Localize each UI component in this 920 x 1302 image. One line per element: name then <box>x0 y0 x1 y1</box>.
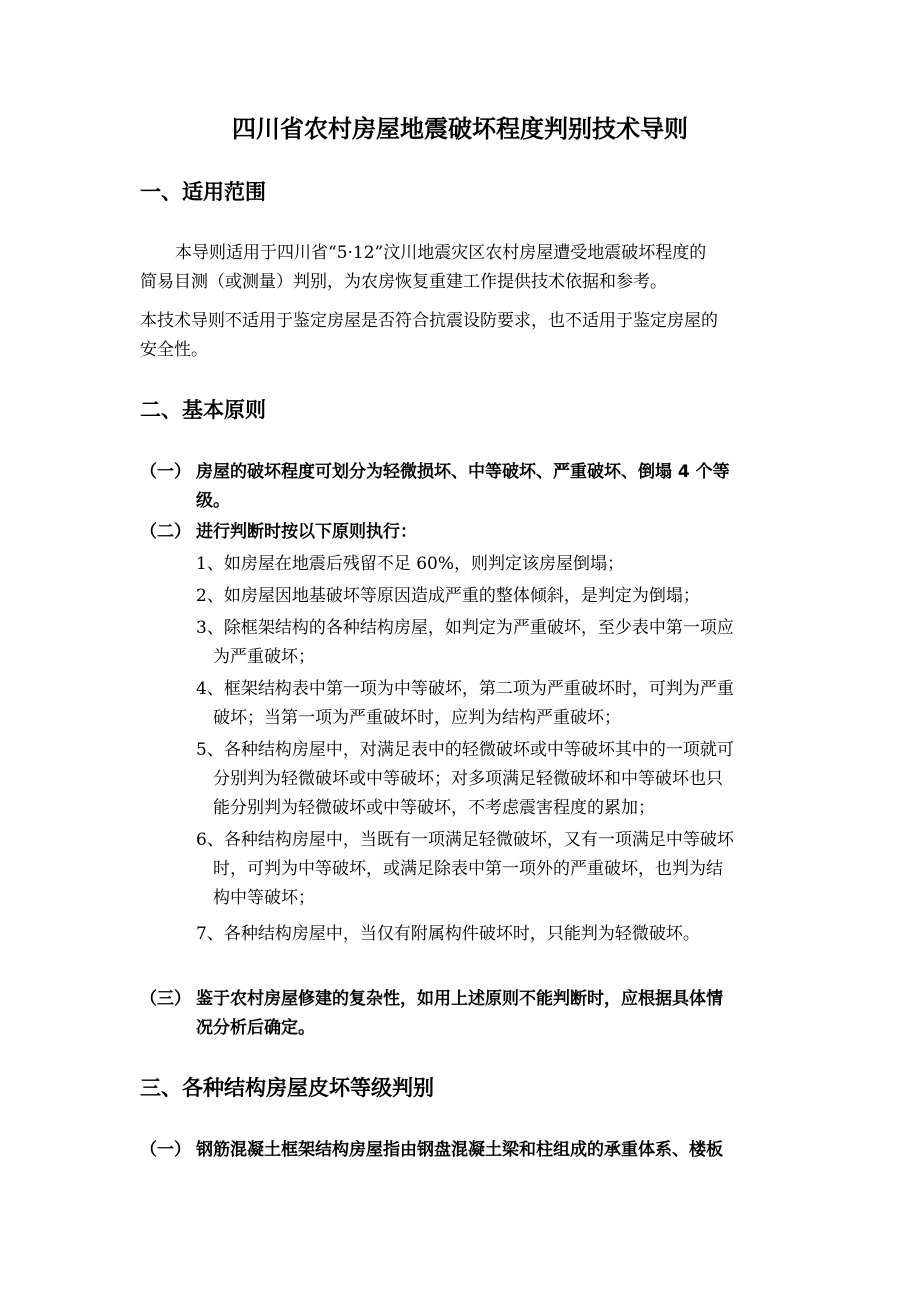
rule-line: 5、各种结构房屋中，对满足表中的轻微破坏或中等破坏其中的一项就可 <box>196 740 734 760</box>
rule-line: 分别判为轻微破坏或中等破坏；对多项满足轻微破坏和中等破坏也只 <box>213 769 723 789</box>
item-text: 钢筋混凝土框架结构房屋指由钢盘混凝土梁和柱组成的承重体系、楼板 <box>196 1140 723 1160</box>
section-heading-grading: 三、各种结构房屋皮坏等级判别 <box>140 1076 434 1100</box>
section-heading-principles: 二、基本原则 <box>140 398 266 422</box>
rule-line: 6、各种结构房屋中，当既有一项满足轻微破坏，又有一项满足中等破坏 <box>196 830 734 850</box>
paragraph-line: 本技术导则不适用于鉴定房屋是否符合抗震设防要求，也不适用于鉴定房屋的 <box>140 311 718 331</box>
rule-line: 为严重破坏； <box>213 647 315 667</box>
item-label: （三） <box>140 989 191 1009</box>
item-text: 鉴于农村房屋修建的复杂性，如用上述原则不能判断时，应根据具体情 <box>196 989 723 1009</box>
rule-line: 2、如房屋因地基破坏等原因造成严重的整体倾斜，是判定为倒塌； <box>196 586 700 606</box>
rule-line: 时，可判为中等破坏，或满足除表中第一项外的严重破坏，也判为结 <box>213 859 723 879</box>
item-text: 况分析后确定。 <box>196 1018 315 1038</box>
rule-line: 1、如房屋在地震后残留不足 60%，则判定该房屋倒塌； <box>196 554 625 574</box>
item-label: （一） <box>140 1140 191 1160</box>
rule-line: 能分别判为轻微破坏或中等破坏，不考虑震害程度的累加； <box>213 798 655 818</box>
item-text: 房屋的破坏程度可划分为轻微损坏、中等破坏、严重破坏、倒塌 4 个等 <box>196 462 730 482</box>
rule-line: 构中等破坏； <box>213 888 315 908</box>
section-heading-scope: 一、适用范围 <box>140 180 266 204</box>
item-label: （一） <box>140 462 191 482</box>
item-text: 进行判断时按以下原则执行： <box>196 522 417 542</box>
rule-line: 7、各种结构房屋中，当仅有附属构件破坏时，只能判为轻微破坏。 <box>196 924 700 944</box>
item-text: 级。 <box>196 491 230 511</box>
paragraph-line: 简易目测（或测量）判别，为农房恢复重建工作提供技术依据和参考。 <box>140 272 667 292</box>
rule-line: 3、除框架结构的各种结构房屋，如判定为严重破坏，至少表中第一项应 <box>196 618 734 638</box>
paragraph-line: 本导则适用于四川省“5·12”汶川地震灾区农村房屋遭受地震破坏程度的 <box>175 243 707 263</box>
item-label: （二） <box>140 522 191 542</box>
paragraph-line: 安全性。 <box>140 340 208 360</box>
document-title: 四川省农村房屋地震破坏程度判别技术导则 <box>232 115 688 143</box>
rule-line: 破坏；当第一项为严重破坏时，应判为结构严重破坏； <box>213 708 621 728</box>
rule-line: 4、框架结构表中第一项为中等破坏，第二项为严重破坏时，可判为严重 <box>196 679 734 699</box>
